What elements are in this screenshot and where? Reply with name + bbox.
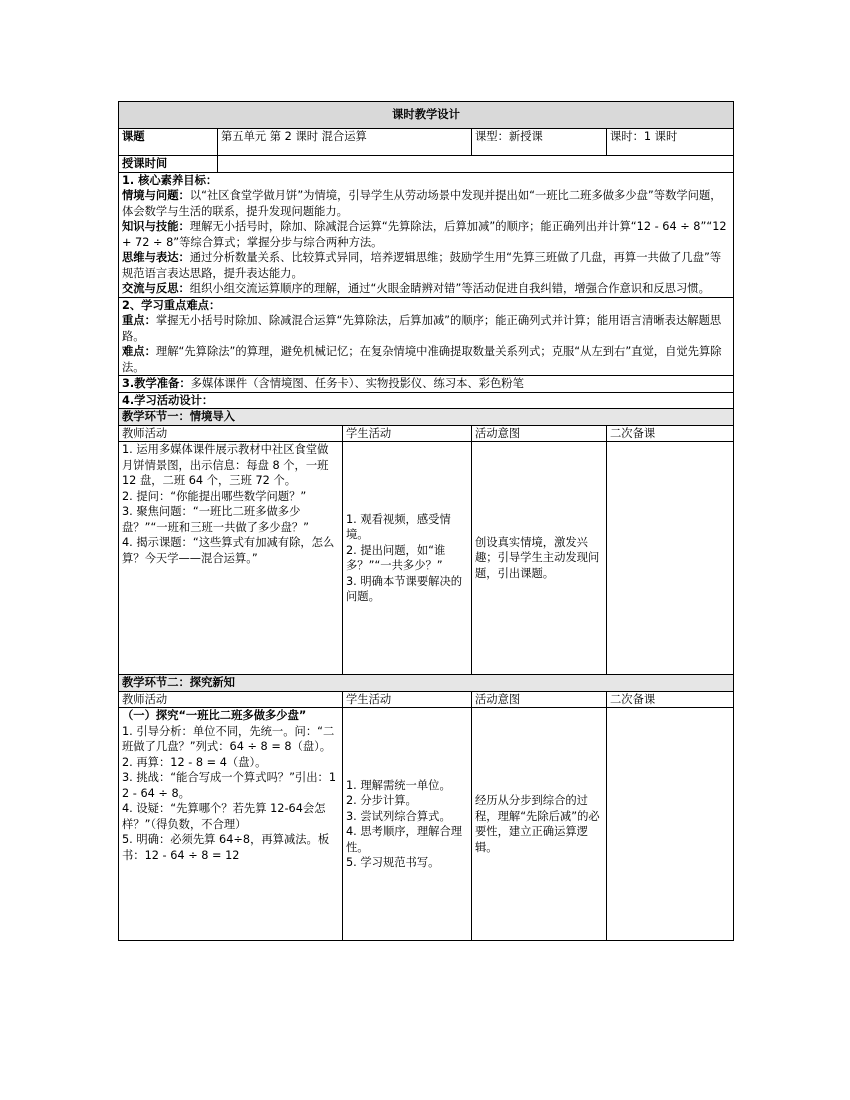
col-student: 学生活动 [343, 691, 472, 708]
col-intent: 活动意图 [472, 691, 607, 708]
list-item: 3. 聚焦问题：“一班比二班多做多少盘？”“一班和三班一共做了多少盘？” [122, 505, 310, 534]
list-item: 5. 学习规范书写。 [346, 856, 440, 869]
section1-teacher [119, 442, 343, 675]
section2-student [343, 708, 472, 941]
section2-title: 教学环节二：探究新知 [119, 675, 734, 692]
keypoints-cell [119, 297, 734, 376]
lesson-hours: 课时：1 课时 [607, 129, 734, 156]
keypoint-item: 难点：理解“先算除法”的算理，避免机械记忆；在复杂情境中准确提取数量关系列式；克服“从左到右”直觉，自觉先算除法。 [122, 345, 722, 374]
lesson-plan-table [118, 101, 734, 941]
list-item: 4. 揭示课题：“这些算式有加减有除，怎么算？今天学——混合运算。” [122, 536, 335, 565]
col-backup: 二次备课 [607, 691, 734, 708]
design-title: 4.学习活动设计： [119, 392, 734, 409]
list-item: 1. 理解需统一单位。 [346, 778, 451, 792]
goal-item: 交流与反思：组织小组交流运算顺序的理解，通过“火眼金睛辨对错”等活动促进自我纠错，增强合作意识和反思习惯。 [122, 282, 710, 295]
keypoints-title: 2、学习重点难点： [122, 298, 221, 312]
col-teacher: 教师活动 [119, 691, 343, 708]
list-item: 1. 观看视频，感受情境。 [346, 512, 451, 541]
list-item: 2. 提出问题，如“谁多？”“一共多少？” [346, 543, 446, 572]
topic-label: 课题 [119, 129, 218, 156]
section1-intent: 创设真实情境，激发兴趣；引导学生主动发现问题，引出课题。 [472, 442, 607, 675]
goals-cell [119, 172, 734, 297]
list-item: 3. 尝试列综合算式。 [346, 809, 451, 823]
list-item: 3. 挑战：“能合写成一个算式吗？”引出：12 - 64 ÷ 8。 [122, 771, 337, 800]
keypoint-item: 重点：掌握无小括号时除加、除减混合运算“先算除法，后算加减”的顺序；能正确列式并计算；能用语言清晰表达解题思路。 [122, 314, 722, 343]
time-value [218, 156, 734, 173]
list-item: 1. 引导分析：单位不同，先统一。问：“二班做了几盘？”列式：64 ÷ 8 = 8（盘）。 [122, 724, 335, 753]
section1-student [343, 442, 472, 675]
col-intent: 活动意图 [472, 425, 607, 442]
col-student: 学生活动 [343, 425, 472, 442]
section1-title: 教学环节一：情境导入 [119, 409, 734, 426]
goal-item: 情境与问题：以“社区食堂学做月饼”为情境，引导学生从劳动场景中发现并提出如“一班比二班多做多少盘”等数学问题，体会数学与生活的联系，提升发现问题能力。 [122, 189, 722, 218]
time-label: 授课时间 [119, 156, 218, 173]
list-item: 1. 运用多媒体课件展示教材中社区食堂做月饼情景图，出示信息：每盘 8 个，一班 12 盘，二班 64 个，三班 72 个。 [122, 443, 329, 487]
list-item: 2. 提问：“你能提出哪些数学问题？” [122, 489, 307, 503]
col-backup: 二次备课 [607, 425, 734, 442]
list-item: 2. 分步计算。 [346, 794, 417, 807]
table-header: 课时教学设计 [119, 102, 734, 129]
prep-cell: 3.教学准备：多媒体课件（含情境图、任务卡）、实物投影仪、练习本、彩色粉笔 [119, 376, 734, 393]
goal-item: 知识与技能：理解无小括号时，除加、除减混合运算“先算除法，后算加减”的顺序；能正确列出并计算“12 - 64 ÷ 8”“12 + 72 ÷ 8”等综合算式；掌握分步与综合两种方法。 [122, 220, 727, 249]
list-item: 4. 设疑：“先算哪个？若先算 12-64会怎样？”（得负数，不合理） [122, 802, 326, 831]
lesson-type: 课型：新授课 [472, 129, 607, 156]
section2-teacher-heading: （一）探究“一班比二班多做多少盘” [122, 709, 307, 722]
goals-title: 1. 核心素养目标： [122, 173, 218, 187]
col-teacher: 教师活动 [119, 425, 343, 442]
list-item: 3. 明确本节课要解决的问题。 [346, 574, 463, 603]
topic-value: 第五单元 第 2 课时 混合运算 [218, 129, 472, 156]
section2-teacher [119, 708, 343, 941]
list-item: 4. 思考顺序，理解合理性。 [346, 825, 463, 854]
list-item: 5. 明确：必须先算 64÷8，再算减法。板书：12 - 64 ÷ 8 = 12 [122, 833, 330, 862]
section2-backup [607, 708, 734, 941]
section1-backup [607, 442, 734, 675]
goal-item: 思维与表达：通过分析数量关系、比较算式异同，培养逻辑思维；鼓励学生用“先算三班做了几盘，再算一共做了几盘”等规范语言表达思路，提升表达能力。 [122, 251, 722, 280]
list-item: 2. 再算：12 - 8 = 4（盘）。 [122, 755, 267, 769]
section2-intent: 经历从分步到综合的过程，理解“先除后减”的必要性，建立正确运算逻辑。 [472, 708, 607, 941]
